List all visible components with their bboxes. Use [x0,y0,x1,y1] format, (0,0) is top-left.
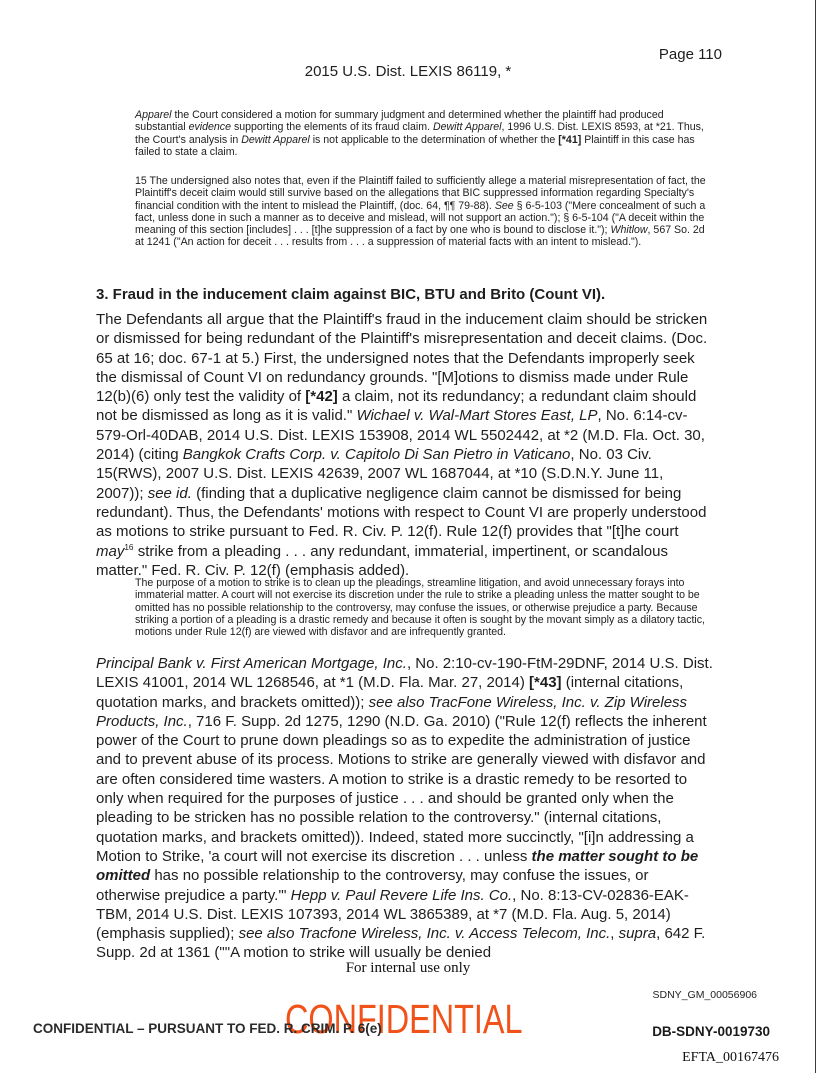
body-paragraph-1: The Defendants all argue that the Plaintiff's fraud in the inducement claim should be stricken or dismissed for being redundant of the Plaintiff's misrepresentation and deceit claims. (Doc. 65 at 16; doc. 67-1 at 5.) First, the undersigned notes that the Defendants improperly seek the dismissal of Count VI on redundancy grounds. "[M]otions to dismiss made under Rule 12(b)(6) only test the validity of [*42] a claim, not its redundancy; a redundant claim should not be dismissed as long as it is valid." Wichael v. Wal-Mart Stores East, LP, No. 6:14-cv-579-Orl-40DAB, 2014 U.S. Dist. LEXIS 153908, 2014 WL 5502442, at *2 (M.D. Fla. Oct. 30, 2014) (citing Bangkok Crafts Corp. v. Capitolo Di San Pietro in Vaticano, No. 03 Civ. 15(RWS), 2007 U.S. Dist. LEXIS 42639, 2007 WL 1687044, at *10 (S.D.N.Y. June 11, 2007)); see id. (finding that a duplicative negligence claim cannot be dismissed for being redundant). Thus, the Defendants' motions with respect to Count VI are properly understood as motions to strike pursuant to Fed. R. Civ. P. 12(f). Rule 12(f) provides that "[t]he court may$^{16}$ strike from a pleading . . . any redundant, immaterial, impertinent, or scandalous matter." Fed. R. Civ. P. 12(f) (emphasis added). [96,311,708,579]
page-number-label: Page 110 [658,46,722,63]
body-paragraph-2: Principal Bank v. First American Mortgage, Inc., No. 2:10-cv-190-FtM-29DNF, 2014 U.S. Dist. LEXIS 41001, 2014 WL 1268546, at *1 (M.D. Fla. Mar. 27, 2014) [*43] (internal citations, quotation marks, and brackets omitted)); see also TracFone Wireless, Inc. v. Zip Wireless Products, Inc., 716 F. Supp. 2d 1275, 1290 (N.D. Ga. 2010) ("Rule 12(f) reflects the inherent power of the Court to prune down pleadings so as to expedite the administration of justice and to prevent abuse of its process. Motions to strike are generally viewed with disfavor and are often considered time wasters. A motion to strike is a drastic remedy to be resorted to only when required for the purposes of justice . . . and should be granted only when the pleading to be stricken has no possible relation to the controversy." (internal citations, quotation marks, and brackets omitted)). Indeed, stated more succinctly, "[i]n addressing a Motion to Strike, 'a court will not exercise its discretion . . . unless the matter sought to be omitted has no possible relationship to the controversy, may confuse the issues, or otherwise prejudice a party.'" Hepp v. Paul Revere Life Ins. Co., No. 8:13-CV-02836-EAK-TBM, 2014 U.S. Dist. LEXIS 107393, 2014 WL 3865389, at *7 (M.D. Fla. Aug. 5, 2014) (emphasis supplied); see also Tracfone Wireless, Inc. v. Access Telecom, Inc., supra, 642 F. Supp. 2d at 1361 (""A motion to strike will usually be denied [96,655,713,962]
bates-number-sdny-gm: SDNY_GM_00056906 [652,989,757,1001]
internal-use-note: For internal use only [345,960,471,976]
bates-number-db-sdny: DB-SDNY-0019730 [652,1024,770,1039]
citation-header: 2015 U.S. Dist. LEXIS 86119, * [304,63,512,80]
footnote-continuation-paragraph: Apparel the Court considered a motion for summary judgment and determined whether the plaintiff had produced substantial evidence supporting the elements of its fraud claim. Dewitt Apparel, 1996 U.S. Dist. LEXIS 8593, at *21. Thus, the Court's analysis in Dewitt Apparel is not applicable to the determination of whether the [*41] Plaintiff in this case has failed to state a claim. [135,109,704,158]
block-quote-paragraph: The purpose of a motion to strike is to clean up the pleadings, streamline litigation, and avoid unnecessary forays into immaterial matter. A court will not exercise its discretion under the rule to strike a pleading unless the matter sought to be omitted has no possible relationship to the controversy, may confuse the issues, or otherwise prejudice a party. Because striking a portion of a pleading is a drastic remedy and because it often is sought by the movant simply as a dilatory tactic, motions under Rule 12(f) are viewed with disfavor and are infrequently granted. [135,577,706,639]
bates-number-efta: EFTA_00167476 [682,1050,779,1065]
confidential-stamp: CONFIDENTIAL [285,996,523,1042]
footnote-15-paragraph: 15 The undersigned also notes that, even if the Plaintiff failed to sufficiently allege a material misrepresentation of fact, the Plaintiff's deceit claim would still survive based on the allegations that BIC suppressed information regarding Specialty's financial condition with the intent to mislead the Plaintiff, (doc. 64, ¶¶ 79-88). See § 6-5-103 ("Mere concealment of such a fact, unless done in such a manner as to deceive and mislead, will not support an action."); § 6-5-104 ("A deceit within the meaning of this section [includes] . . . [t]he suppression of a fact by one who is bound to disclose it."); Whitlow, 567 So. 2d at 1241 ("An action for deceit . . . results from . . . a suppression of material facts with an intent to mislead."). [135,175,706,249]
section-heading: 3. Fraud in the inducement claim against BIC, BTU and Brito (Count VI). [96,286,606,303]
confidential-rule-line: CONFIDENTIAL – PURSUANT TO FED. R. CRIM. P. 6(e) [33,1021,382,1036]
